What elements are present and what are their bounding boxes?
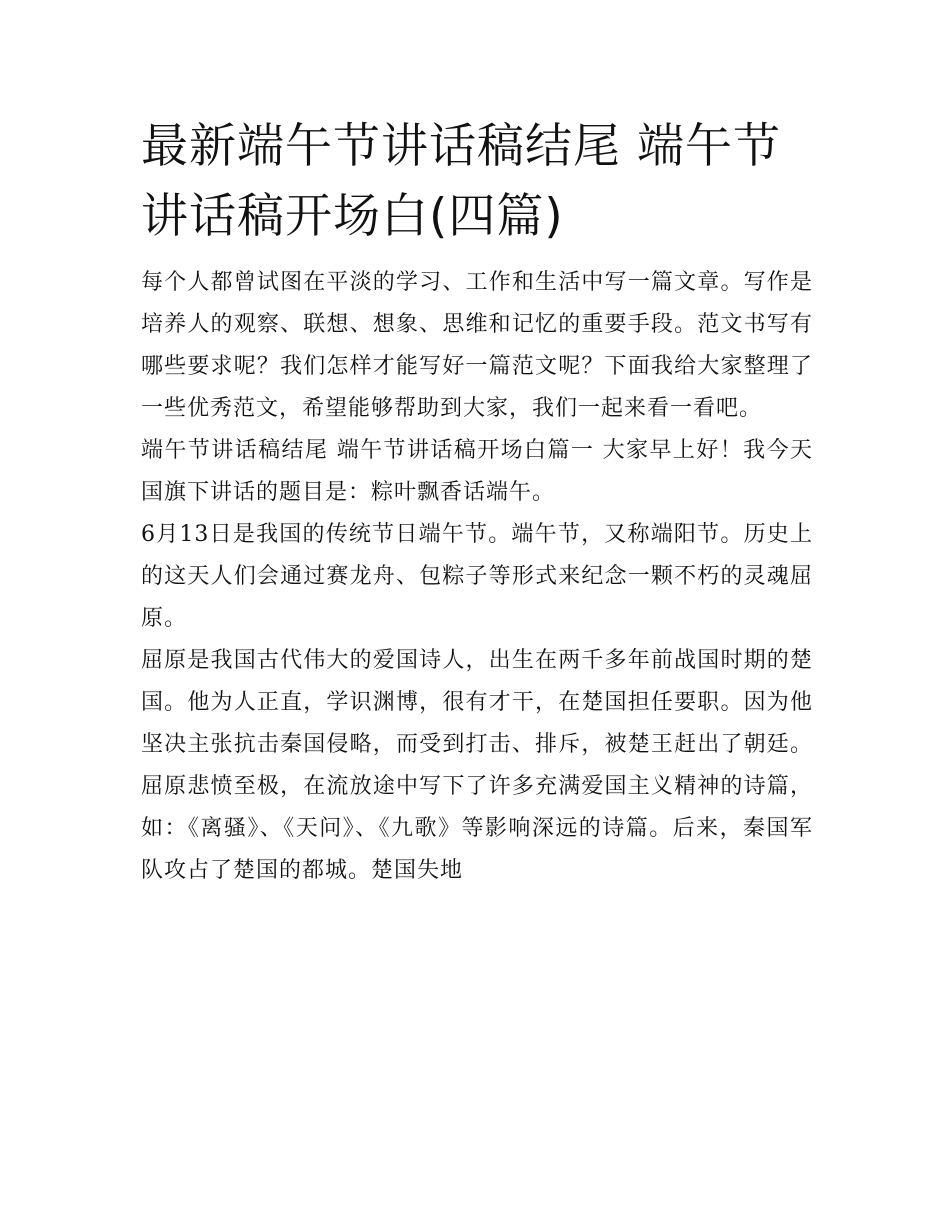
festival-date-paragraph: 6月13日是我国的传统节日端午节。端午节，又称端阳节。历史上的这天人们会通过赛龙舟、包粽子等形式来纪念一颗不朽的灵魂屈原。 <box>141 522 813 631</box>
document-body <box>141 112 813 892</box>
intro-paragraph: 每个人都曾试图在平淡的学习、工作和生活中写一篇文章。写作是培养人的观察、联想、想象、思维和记忆的重要手段。范文书写有哪些要求呢？我们怎样才能写好一篇范文呢？下面我给大家整理了一些优秀范文，希望能够帮助到大家，我们一起来看一看吧。 <box>141 270 813 421</box>
document-title: 最新端午节讲话稿结尾 端午节讲话稿开场白(四篇) <box>141 119 781 244</box>
speech-opening-paragraph: 端午节讲话稿结尾 端午节讲话稿开场白篇一 大家早上好！我今天国旗下讲话的题目是：粽叶飘香话端午。 <box>141 438 813 505</box>
qu-yuan-paragraph: 屈原是我国古代伟大的爱国诗人，出生在两千多年前战国时期的楚国。他为人正直，学识渊博，很有才干，在楚国担任要职。因为他坚决主张抗击秦国侵略，而受到打击、排斥，被楚王赶出了朝廷。屈原悲愤至极，在流放途中写下了许多充满爱国主义精神的诗篇，如：《离骚》、《天问》、《九歌》等影响深远的诗篇。后来，秦国军队攻占了楚国的都城。楚国失地 <box>141 648 813 883</box>
